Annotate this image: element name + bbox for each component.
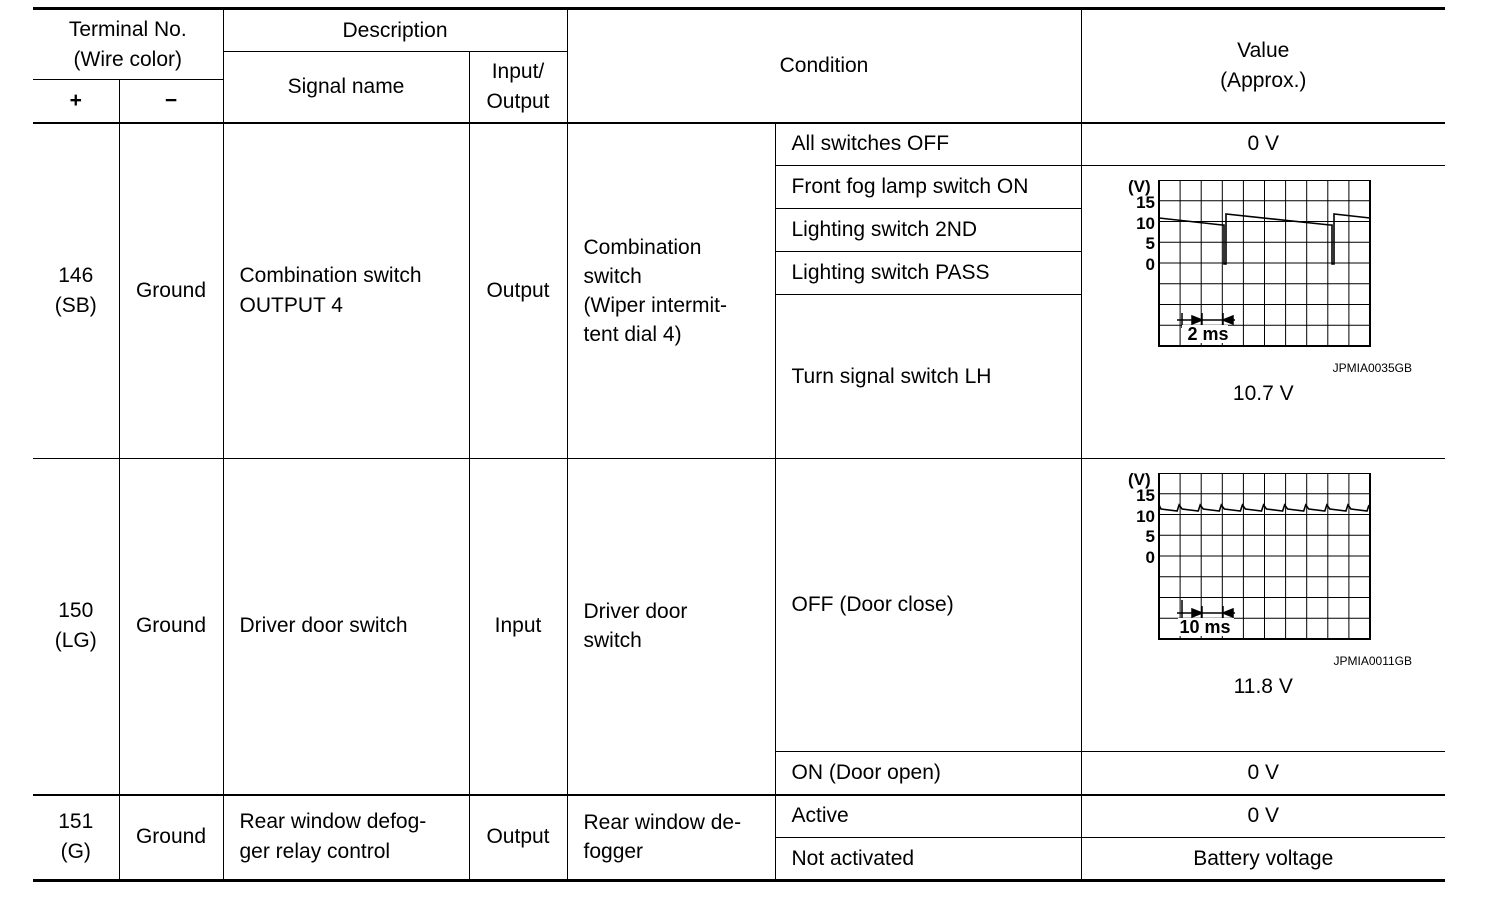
tick-label: 5	[1145, 527, 1155, 546]
terminal-cell: 146 (SB)	[33, 123, 119, 459]
waveform-10ms	[1122, 473, 1422, 687]
unit-label: (V)	[1127, 180, 1151, 196]
value-cell: 0 V	[1081, 123, 1445, 166]
waveform-cell	[1081, 166, 1445, 459]
state-cell: Front fog lamp switch ON	[775, 166, 1081, 209]
terminal-table	[33, 7, 1445, 882]
tick-label: 0	[1145, 548, 1155, 567]
waveform	[1082, 166, 1446, 458]
value-cell: 0 V	[1081, 752, 1445, 795]
condition-header: Condition	[567, 9, 1081, 123]
plus-header: +	[33, 80, 119, 123]
tick-label: 15	[1135, 193, 1155, 212]
value-header: Value (Approx.)	[1081, 9, 1445, 123]
signal-name-cell: Driver door switch	[223, 459, 469, 795]
time-scale-label: 10 ms	[1178, 617, 1231, 637]
tick-label: 0	[1145, 255, 1155, 274]
state-cell: Turn signal switch LH	[775, 295, 1081, 459]
tick-label: 15	[1135, 486, 1155, 505]
io-cell: Input	[469, 459, 567, 795]
terminal-cell: 150 (LG)	[33, 459, 119, 795]
value-cell: Battery voltage	[1081, 838, 1445, 881]
ground-cell: Ground	[119, 795, 223, 881]
tick-label: 10	[1135, 214, 1155, 233]
condition-cell: Combination switch (Wiper intermit- tent dial 4)	[567, 123, 775, 459]
state-cell: Not activated	[775, 838, 1081, 881]
signal-name-cell: Rear window defog- ger relay control	[223, 795, 469, 881]
state-cell: Lighting switch 2ND	[775, 209, 1081, 252]
value-text: 10.7 V	[1232, 382, 1294, 405]
signal-name-cell: Combination switch OUTPUT 4	[223, 123, 469, 459]
state-cell: All switches OFF	[775, 123, 1081, 166]
value-text: 11.8 V	[1233, 675, 1293, 698]
state-cell: Active	[775, 795, 1081, 838]
unit-label: (V)	[1127, 473, 1151, 489]
state-cell: OFF (Door close)	[775, 459, 1081, 752]
tick-label: 10	[1135, 507, 1155, 526]
waveform-2ms	[1122, 180, 1422, 394]
condition-cell: Rear window de- fogger	[567, 795, 775, 881]
signal-name-header: Signal name	[223, 52, 469, 123]
table-row	[33, 795, 1445, 838]
minus-header: −	[119, 80, 223, 123]
waveform	[1082, 459, 1446, 751]
condition-cell: Driver door switch	[567, 459, 775, 795]
state-cell: Lighting switch PASS	[775, 252, 1081, 295]
figure-code: JPMIA0011GB	[1333, 654, 1412, 668]
state-cell: ON (Door open)	[775, 752, 1081, 795]
figure-code: JPMIA0035GB	[1332, 361, 1412, 375]
ground-cell: Ground	[119, 459, 223, 795]
io-cell: Output	[469, 795, 567, 881]
terminal-no-header: Terminal No. (Wire color)	[33, 9, 223, 80]
tick-label: 5	[1145, 234, 1155, 253]
time-scale-label: 2 ms	[1186, 324, 1229, 344]
waveform-cell	[1081, 459, 1445, 752]
io-cell: Output	[469, 123, 567, 459]
terminal-cell: 151 (G)	[33, 795, 119, 881]
value-cell: 0 V	[1081, 795, 1445, 838]
table-row	[33, 459, 1445, 752]
input-output-header: Input/ Output	[469, 52, 567, 123]
table-row	[33, 123, 1445, 166]
description-header: Description	[223, 9, 567, 52]
ground-cell: Ground	[119, 123, 223, 459]
